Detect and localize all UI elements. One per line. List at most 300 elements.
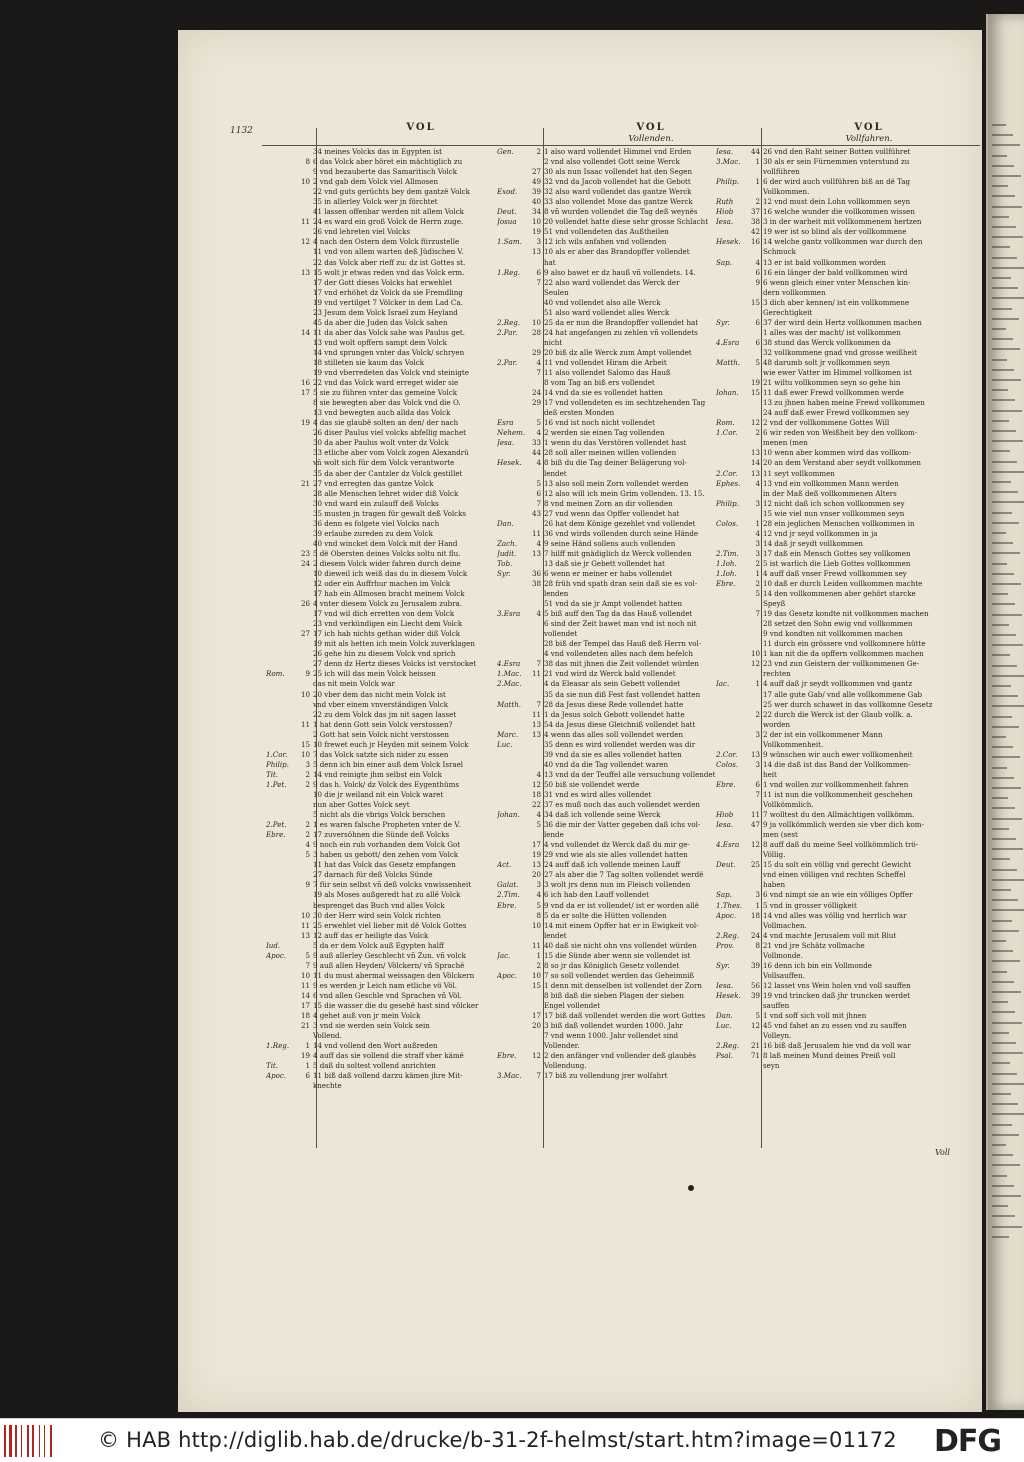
book-abbreviation: Ebre. bbox=[716, 579, 736, 589]
facing-page-edge bbox=[986, 14, 1024, 1410]
chapter-number: 14 bbox=[750, 458, 760, 468]
verse-text: 22 das Volck aber rieff zu: dz ist Gottes st. bbox=[313, 257, 466, 267]
chapter-number: 11 bbox=[300, 217, 310, 227]
verse-text: 10 als er aber das Brandopffer vollendet bbox=[544, 247, 690, 257]
chapter-number: 2 bbox=[305, 830, 310, 840]
barcode-stripe bbox=[44, 1425, 45, 1457]
concordance-entry bbox=[716, 368, 982, 378]
facing-page-text-line bbox=[992, 593, 1008, 595]
book-abbreviation: Nehem. bbox=[497, 428, 526, 438]
verse-text: 30 da aber Paulus wolt vnter dz Volck bbox=[313, 438, 449, 448]
chapter-number: 7 bbox=[536, 659, 541, 669]
verse-text: 10 dieweil ich weiß das du in diesem Volck bbox=[313, 568, 468, 578]
facing-page-text-line bbox=[992, 1154, 1013, 1156]
chapter-number: 19 bbox=[750, 378, 760, 388]
verse-text: vñ wolt sich für dem Volck verantworte bbox=[313, 458, 455, 468]
chapter-number: 4 bbox=[305, 840, 310, 850]
chapter-number: 6 bbox=[755, 317, 760, 327]
facing-page-text-line bbox=[992, 1001, 1008, 1003]
concordance-entry bbox=[716, 890, 982, 900]
verse-text: 4 auff daß jr seydt vollkommen vnd gantz bbox=[763, 679, 913, 689]
concordance-entry bbox=[716, 247, 982, 257]
verse-text: Vollmonde. bbox=[763, 950, 803, 960]
verse-text: 38 stund das Werck vollkommen da bbox=[763, 337, 891, 347]
chapter-number: 17 bbox=[531, 840, 541, 850]
chapter-number: 38 bbox=[750, 217, 760, 227]
verse-text: 36 die mir der Vatter gegeben daß ichs vol- bbox=[544, 820, 701, 830]
book-abbreviation: Jac. bbox=[497, 950, 511, 960]
concordance-entry bbox=[716, 398, 982, 408]
verse-text: 31 vnd es wird alles vollendet bbox=[544, 790, 652, 799]
chapter-number: 6 bbox=[536, 267, 541, 277]
chapter-number: 12 bbox=[531, 1051, 541, 1061]
verse-text: 30 als er sein Fürnemmen vnterstund zu bbox=[763, 157, 910, 167]
verse-text: nun aber Gottes Volck seyt bbox=[313, 800, 410, 810]
chapter-number: 12 bbox=[531, 779, 541, 789]
facing-page-text-line bbox=[992, 379, 1021, 381]
facing-page-text-line bbox=[992, 1042, 1016, 1044]
chapter-number: 1 bbox=[755, 157, 760, 167]
verse-text: 9 noch ein ruh vorhanden dem Volck Got bbox=[313, 840, 461, 850]
verse-text: 24 auff daß ewer Frewd vollkommen sey bbox=[763, 408, 910, 418]
verse-text: 9 vnd bezauberte das Samaritisch Volck bbox=[313, 167, 458, 177]
chapter-number: 7 bbox=[755, 790, 760, 799]
verse-text: 26 vnd den Raht seiner Botten vollführet bbox=[763, 147, 911, 156]
book-abbreviation: Hesek. bbox=[497, 458, 522, 468]
verse-text: heit bbox=[763, 769, 777, 779]
concordance-entry bbox=[716, 157, 982, 167]
chapter-number: 12 bbox=[300, 237, 310, 247]
chapter-number: 3 bbox=[536, 237, 541, 247]
verse-text: 1 da Jesus solch Gebott vollendet hatte bbox=[544, 709, 685, 719]
chapter-number: 10 bbox=[531, 970, 541, 980]
chapter-number: 11 bbox=[300, 719, 310, 729]
verse-text: vollendet bbox=[544, 629, 578, 639]
column-3-heading: VOL bbox=[854, 122, 884, 133]
verse-text: 40 vnd da die Tag vollendet waren bbox=[544, 759, 669, 769]
facing-page-text-line bbox=[992, 869, 1017, 871]
facing-page-text-line bbox=[992, 328, 1006, 330]
chapter-number: 4 bbox=[536, 538, 541, 548]
verse-text: lende bbox=[544, 830, 564, 840]
verse-text: 14 vnd vollend den Wort außreden bbox=[313, 1041, 438, 1051]
facing-page-text-line bbox=[992, 246, 1010, 248]
facing-page-text-line bbox=[992, 287, 1018, 289]
verse-text: 35 denn es wird vollendet werden was dir bbox=[544, 739, 696, 749]
verse-text: 22 durch die Werck ist der Glaub vollk. a. bbox=[763, 709, 913, 719]
verse-text: 40 vnd vollendet also alle Werck bbox=[544, 297, 661, 307]
concordance-entry bbox=[716, 438, 982, 448]
concordance-entry bbox=[716, 348, 982, 358]
book-abbreviation: Ebre. bbox=[716, 779, 736, 789]
chapter-number: 11 bbox=[750, 810, 760, 820]
facing-page-text-line bbox=[992, 481, 1011, 483]
source-credit-link[interactable]: © HAB http://diglib.hab.de/drucke/b-31-2f-helmst/start.htm?image=01172 bbox=[98, 1428, 897, 1452]
facing-page-text-line bbox=[992, 348, 1020, 350]
facing-page-text-line bbox=[992, 909, 1024, 911]
verse-text: deß ersten Monden bbox=[544, 408, 615, 418]
chapter-number: 12 bbox=[750, 840, 760, 850]
barcode-stripe bbox=[9, 1425, 12, 1457]
verse-text: 6 wir reden von Weißheit bey den vollkom- bbox=[763, 428, 918, 438]
chapter-number: 42 bbox=[750, 227, 760, 237]
chapter-number: 13 bbox=[750, 448, 760, 458]
verse-text: 40 vnd wincket dem Volck mit der Hand bbox=[313, 538, 458, 548]
verse-text: 9 ja vollkömmlich werden sie vber dich kom- bbox=[763, 820, 924, 830]
column-2-heading: VOL bbox=[636, 122, 666, 133]
verse-text: 2 werden sie einen Tag vollenden bbox=[544, 428, 665, 438]
facing-page-text-line bbox=[992, 195, 1015, 197]
facing-page-text-line bbox=[992, 1011, 1015, 1013]
verse-text: 5 da er dem Volck auß Egypten halff bbox=[313, 940, 444, 950]
chapter-number: 7 bbox=[755, 609, 760, 619]
book-abbreviation: Apoc. bbox=[497, 970, 518, 980]
verse-text: 6 ich hab den Lauff vollendet bbox=[544, 890, 649, 900]
concordance-entry bbox=[716, 288, 982, 298]
verse-text: Volleyn. bbox=[763, 1031, 792, 1041]
verse-text: 51 vnd da sie jr Ampt vollendet hatten bbox=[544, 599, 683, 609]
chapter-number: 18 bbox=[750, 910, 760, 920]
concordance-entry bbox=[716, 639, 982, 649]
book-abbreviation: Ebre. bbox=[266, 830, 286, 840]
book-abbreviation: 1.Reg. bbox=[266, 1041, 290, 1051]
verse-text: 12 nicht daß ich schon vollkommen sey bbox=[763, 498, 905, 508]
concordance-entry bbox=[716, 479, 982, 489]
concordance-entry bbox=[716, 1051, 982, 1061]
chapter-number: 2 bbox=[755, 558, 760, 568]
chapter-number: 39 bbox=[750, 960, 760, 970]
verse-text: 11 also vollendet Salomo das Hauß bbox=[544, 368, 671, 378]
chapter-number: 8 bbox=[755, 940, 760, 950]
verse-text: Vollkommen. bbox=[763, 187, 810, 197]
book-abbreviation: Tob. bbox=[497, 558, 513, 568]
facing-page-text-line bbox=[992, 1195, 1021, 1197]
book-abbreviation: Iac. bbox=[716, 679, 730, 689]
verse-text: 1 denn mit denselben ist vollendet der Zorn bbox=[544, 980, 702, 990]
book-abbreviation: Colos. bbox=[716, 518, 739, 528]
chapter-number: 1 bbox=[536, 950, 541, 960]
barcode-stripe bbox=[27, 1425, 29, 1457]
concordance-entry bbox=[716, 509, 982, 519]
verse-text: 20 vber dem das nicht mein Volck ist bbox=[313, 689, 446, 699]
chapter-number: 7 bbox=[536, 277, 541, 287]
concordance-entry bbox=[716, 760, 982, 770]
concordance-entry bbox=[716, 1011, 982, 1021]
book-abbreviation: 2.Reg. bbox=[716, 930, 740, 940]
verse-text: 8 so jr das Königlich Gesetz vollendet bbox=[544, 960, 680, 970]
verse-text: besprenget das Buch vnd alles Volck bbox=[313, 900, 445, 910]
verse-text: 20 vollendet hatte diese sehr grosse Schlacht bbox=[544, 217, 709, 227]
book-abbreviation: 2.Tim. bbox=[716, 548, 739, 558]
verse-text: 5 daß du soltest vollend anrichten bbox=[313, 1061, 436, 1071]
book-abbreviation: 4.Esra bbox=[716, 337, 740, 347]
verse-text: 13 daß sie jr Gebett vollendet hat bbox=[544, 558, 665, 568]
concordance-entry bbox=[716, 227, 982, 237]
chapter-number: 7 bbox=[536, 1071, 541, 1081]
chapter-number: 39 bbox=[531, 187, 541, 197]
verse-text: 14 den vollkommenen aber gehört starcke bbox=[763, 589, 916, 599]
chapter-number: 47 bbox=[750, 820, 760, 830]
verse-text: 10 daß er durch Leiden vollkommen machte bbox=[763, 579, 923, 589]
concordance-entry bbox=[716, 579, 982, 589]
chapter-number: 1 bbox=[755, 177, 760, 187]
verse-text: 14 welche gantz vollkommen war durch den bbox=[763, 237, 923, 247]
facing-page-text-line bbox=[992, 257, 1017, 259]
verse-text: lenden bbox=[544, 589, 569, 599]
verse-text: 8 auff daß du meine Seel vollkömmlich trö- bbox=[763, 840, 919, 850]
verse-text: 8 vom Tag an biß ers vollendet bbox=[544, 378, 655, 388]
facing-page-text-line bbox=[992, 736, 1006, 738]
facing-page-text-line bbox=[992, 940, 1006, 942]
chapter-number: 19 bbox=[300, 1051, 310, 1061]
facing-page-text-line bbox=[992, 624, 1009, 626]
book-abbreviation: Psal. bbox=[716, 1051, 733, 1061]
verse-text: 17 biß zu vollendung jrer wolfahrt bbox=[544, 1071, 668, 1081]
verse-text: 14 vnd reinigte jhm selbst ein Volck bbox=[313, 769, 442, 779]
chapter-number: 3 bbox=[755, 548, 760, 558]
book-abbreviation: 1.Cor. bbox=[716, 428, 738, 438]
verse-text: 12 oder ein Auffrhur machen im Volck bbox=[313, 579, 451, 589]
verse-text: das nit mein Volck war bbox=[313, 679, 395, 689]
chapter-number: 21 bbox=[750, 1041, 760, 1051]
book-abbreviation: Dan. bbox=[716, 1011, 733, 1021]
concordance-entry bbox=[716, 489, 982, 499]
concordance-entry bbox=[716, 298, 982, 308]
chapter-number: 1 bbox=[755, 518, 760, 528]
verse-text: 15 die Sünde aber wenn sie vollendet ist bbox=[544, 950, 691, 960]
catchword: Voll bbox=[935, 1148, 950, 1157]
concordance-entry bbox=[716, 710, 982, 720]
verse-text: 10 wenn aber kommen wird das vollkom- bbox=[763, 448, 912, 458]
verse-text: 14 daß jr seydt vollkommen bbox=[763, 538, 863, 548]
chapter-number: 6 bbox=[755, 267, 760, 277]
concordance-entry bbox=[716, 408, 982, 418]
chapter-number: 4 bbox=[536, 357, 541, 367]
chapter-number: 10 bbox=[300, 177, 310, 187]
concordance-entry bbox=[716, 931, 982, 941]
verse-text: 2 den anfänger vnd vollender deß glaubës bbox=[544, 1051, 696, 1061]
verse-text: 19 vnd vberredeten das Volck vnd steinigte bbox=[313, 368, 469, 378]
concordance-entry bbox=[716, 690, 982, 700]
concordance-entry bbox=[716, 268, 982, 278]
facing-page-text-line bbox=[992, 359, 1007, 361]
chapter-number: 22 bbox=[531, 800, 541, 810]
chapter-number: 25 bbox=[750, 860, 760, 870]
book-abbreviation: Philip. bbox=[716, 177, 739, 187]
chapter-number: 38 bbox=[531, 579, 541, 589]
verse-text: 22 zu dem Volck das jm nit sagen lasset bbox=[313, 709, 457, 719]
verse-text: 10 die jr weiland nit ein Volck waret bbox=[313, 790, 444, 799]
chapter-number: 17 bbox=[300, 1000, 310, 1010]
chapter-number: 7 bbox=[305, 960, 310, 970]
chapter-number: 5 bbox=[305, 950, 310, 960]
book-abbreviation: Act. bbox=[497, 860, 512, 870]
concordance-entry bbox=[716, 428, 982, 438]
concordance-entry bbox=[716, 941, 982, 951]
verse-text: lendet bbox=[544, 468, 567, 478]
verse-text: 13 er ist bald vollkommen worden bbox=[763, 257, 886, 267]
concordance-entry bbox=[716, 237, 982, 247]
chapter-number: 56 bbox=[750, 980, 760, 990]
concordance-entry bbox=[716, 669, 982, 679]
chapter-number: 7 bbox=[536, 699, 541, 709]
book-abbreviation: Ephes. bbox=[716, 478, 741, 488]
verse-text: 15 die wasser die du gesehë hast sind völcker bbox=[313, 1000, 479, 1010]
book-abbreviation: Hesek. bbox=[716, 237, 741, 247]
verse-text: 27 denn dz Hertz dieses Volcks ist verstocket bbox=[313, 659, 477, 669]
facing-page-text-line bbox=[992, 828, 1009, 830]
book-abbreviation: Tit. bbox=[266, 1061, 279, 1071]
book-abbreviation: Josua bbox=[497, 217, 517, 227]
book-abbreviation: Iesa. bbox=[716, 980, 734, 990]
facing-page-text-line bbox=[992, 522, 1019, 524]
verse-text: 8 vñ wurden vollendet die Tag deß weynës bbox=[544, 207, 698, 217]
concordance-entry bbox=[716, 589, 982, 599]
chapter-number: 13 bbox=[750, 468, 760, 478]
chapter-number: 4 bbox=[536, 428, 541, 438]
verse-text: 13 vnd ein vollkommen Mann werden bbox=[763, 478, 899, 488]
book-abbreviation: 2.Reg. bbox=[716, 1041, 740, 1051]
book-abbreviation: Apoc. bbox=[266, 1071, 287, 1081]
book-abbreviation: Ebre. bbox=[497, 900, 517, 910]
verse-text: 12 vnd must dein Lohn vollkommen seyn bbox=[763, 197, 911, 207]
verse-text: 19 wer ist so blind als der vollkommene bbox=[763, 227, 907, 237]
facing-page-text-line bbox=[992, 236, 1023, 238]
verse-text: 2 der ist ein vollkommener Mann bbox=[763, 729, 883, 739]
concordance-entry bbox=[716, 308, 982, 318]
verse-text: 2 Gott hat sein Volck nicht verstossen bbox=[313, 729, 449, 739]
verse-text: 3 vnd sie werden sein Volck sein bbox=[313, 1021, 430, 1031]
facing-page-text-line bbox=[992, 1185, 1014, 1187]
verse-text: 23 Jesum dem Volck Israel zum Heyland bbox=[313, 307, 458, 317]
facing-page-text-line bbox=[992, 267, 1024, 269]
chapter-number: 43 bbox=[531, 508, 541, 518]
chapter-number: 20 bbox=[531, 870, 541, 880]
verse-text: 19 vnd trincken daß jhr truncken werdet bbox=[763, 990, 911, 1000]
verse-text: 30 als nun Isaac vollendet hat den Segen bbox=[544, 167, 693, 177]
chapter-number: 15 bbox=[750, 297, 760, 307]
verse-text: 26 hat dem Könige gezehlet vnd vollendet bbox=[544, 518, 696, 528]
book-abbreviation: 3.Mac. bbox=[497, 1071, 522, 1081]
verse-text: 24 hat angefangen zu zehlen vñ vollendets bbox=[544, 327, 698, 337]
book-abbreviation: Matth. bbox=[716, 357, 741, 367]
chapter-number: 3 bbox=[536, 880, 541, 890]
verse-text: 21 vnd wird dz Werck bald vollendet bbox=[544, 669, 676, 679]
verse-text: 8 sie bewegten aber das Volck vnd die O. bbox=[313, 398, 461, 408]
verse-text: 37 es muß noch das auch vollendet werden bbox=[544, 800, 700, 810]
verse-text: 17 hab ein Allmosen bracht meinem Volck bbox=[313, 589, 465, 599]
verse-text: 7 wolltest du den Allmächtigen vollkömm. bbox=[763, 810, 915, 820]
barcode-stripe bbox=[50, 1425, 52, 1457]
chapter-number: 36 bbox=[531, 568, 541, 578]
chapter-number: 11 bbox=[531, 528, 541, 538]
verse-text: 14 vnd sprungen vnter das Volck/ schryen bbox=[313, 347, 465, 357]
concordance-entry bbox=[716, 790, 982, 800]
chapter-number: 10 bbox=[531, 217, 541, 227]
verse-text: wie ewer Vatter im Himmel vollkomen ist bbox=[763, 368, 912, 378]
concordance-entry bbox=[716, 961, 982, 971]
facing-page-text-line bbox=[992, 746, 1013, 748]
verse-text: 26 gehe hin zu diesem Volck vnd sprich bbox=[313, 649, 456, 659]
facing-page-text-line bbox=[992, 175, 1021, 177]
verse-text: 9 vnd kondten nit vollkommen machen bbox=[763, 629, 903, 639]
verse-text: 16 denn ich bin ein Vollmonde bbox=[763, 960, 872, 970]
verse-text: 23 vnd verkündigen ein Liecht dem Volck bbox=[313, 619, 463, 629]
verse-text: 14 die daß ist das Band der Vollkommen- bbox=[763, 759, 911, 769]
chapter-number: 2 bbox=[536, 147, 541, 156]
book-abbreviation: Hesek. bbox=[716, 990, 741, 1000]
verse-text: 27 vnd wenn das Opffer vollendet hat bbox=[544, 508, 680, 518]
verse-text: 6 das Volck aber höret ein mächtiglich zu bbox=[313, 157, 463, 167]
chapter-number: 4 bbox=[536, 810, 541, 820]
verse-text: 28 da Jesus diese Rede vollendet hatte bbox=[544, 699, 684, 709]
chapter-number: 10 bbox=[531, 920, 541, 930]
concordance-entry bbox=[716, 830, 982, 840]
chapter-number: 1 bbox=[755, 679, 760, 689]
chapter-number: 14 bbox=[300, 990, 310, 1000]
chapter-number: 11 bbox=[531, 709, 541, 719]
facing-page-text-line bbox=[992, 899, 1018, 901]
verse-text: 38 das mit jhnen die Zeit vollendet würden bbox=[544, 659, 699, 669]
chapter-number: 20 bbox=[531, 1021, 541, 1031]
verse-text: 6 vnd nimpt sie an wie ein völliges Opffer bbox=[763, 890, 913, 900]
chapter-number: 8 bbox=[305, 157, 310, 167]
verse-text: Vollender. bbox=[544, 1041, 580, 1051]
chapter-number: 2 bbox=[305, 769, 310, 779]
chapter-number: 14 bbox=[300, 327, 310, 337]
chapter-number: 12 bbox=[750, 1021, 760, 1031]
verse-text: 7 das Volck satzte sich nider zu essen bbox=[313, 749, 449, 759]
chapter-number: 2 bbox=[755, 579, 760, 589]
concordance-entry bbox=[716, 549, 982, 559]
chapter-number: 29 bbox=[531, 398, 541, 408]
facing-page-text-line bbox=[992, 1236, 1009, 1238]
chapter-number: 2 bbox=[755, 197, 760, 207]
verse-text: 1 wenn du das Verstören vollendet hast bbox=[544, 438, 687, 448]
verse-text: 33 also vollendet Mose das gantze Werck bbox=[544, 197, 693, 207]
chapter-number: 19 bbox=[300, 418, 310, 428]
chapter-number: 15 bbox=[531, 980, 541, 990]
verse-text: 28 früh vnd spath dran sein daß sie es vol- bbox=[544, 579, 698, 589]
verse-text: 20 biß dz alle Werck zum Ampt vollendet bbox=[544, 347, 692, 357]
book-abbreviation: Syr. bbox=[716, 960, 730, 970]
concordance-entry bbox=[716, 820, 982, 830]
barcode-stripe bbox=[32, 1425, 34, 1457]
verse-text: 17 der Gott dieses Volcks hat erwehlet bbox=[313, 277, 453, 287]
verse-text: 9 vnd da er ist vollendet/ ist er worden allë bbox=[544, 900, 699, 910]
verse-text: 7 hilff mit gnädiglich dz Werck vollenden bbox=[544, 548, 692, 558]
chapter-number: 27 bbox=[531, 167, 541, 177]
concordance-entry bbox=[716, 358, 982, 368]
verse-text: 25 wer durch schawet in das vollkomne Gesetz bbox=[763, 699, 933, 709]
chapter-number: 23 bbox=[300, 548, 310, 558]
verse-text: 32 also ward vollendet das gantze Werck bbox=[544, 187, 692, 197]
chapter-number: 12 bbox=[750, 418, 760, 428]
chapter-number: 11 bbox=[300, 920, 310, 930]
verse-text: 13 zu jhnen haben meine Frewd vollkommen bbox=[763, 398, 925, 408]
facing-page-text-line bbox=[992, 124, 1006, 126]
chapter-number: 5 bbox=[755, 1011, 760, 1021]
verse-text: 7 für sein selbst vñ deß volcks vnwissenheit bbox=[313, 880, 472, 890]
facing-page-text-line bbox=[992, 920, 1012, 922]
facing-page-text-line bbox=[992, 644, 1023, 646]
verse-text: 32 vnd da Jacob vollendet hat die Gebott bbox=[544, 177, 691, 187]
book-abbreviation: Zach. bbox=[497, 538, 517, 548]
facing-page-text-line bbox=[992, 787, 1021, 789]
verse-text: Speyß bbox=[763, 599, 786, 609]
verse-text: 3 in der warheit mit vollkommenem hertzen bbox=[763, 217, 922, 227]
verse-text: 28 alle Menschen lehret wider diß Volck bbox=[313, 488, 459, 498]
